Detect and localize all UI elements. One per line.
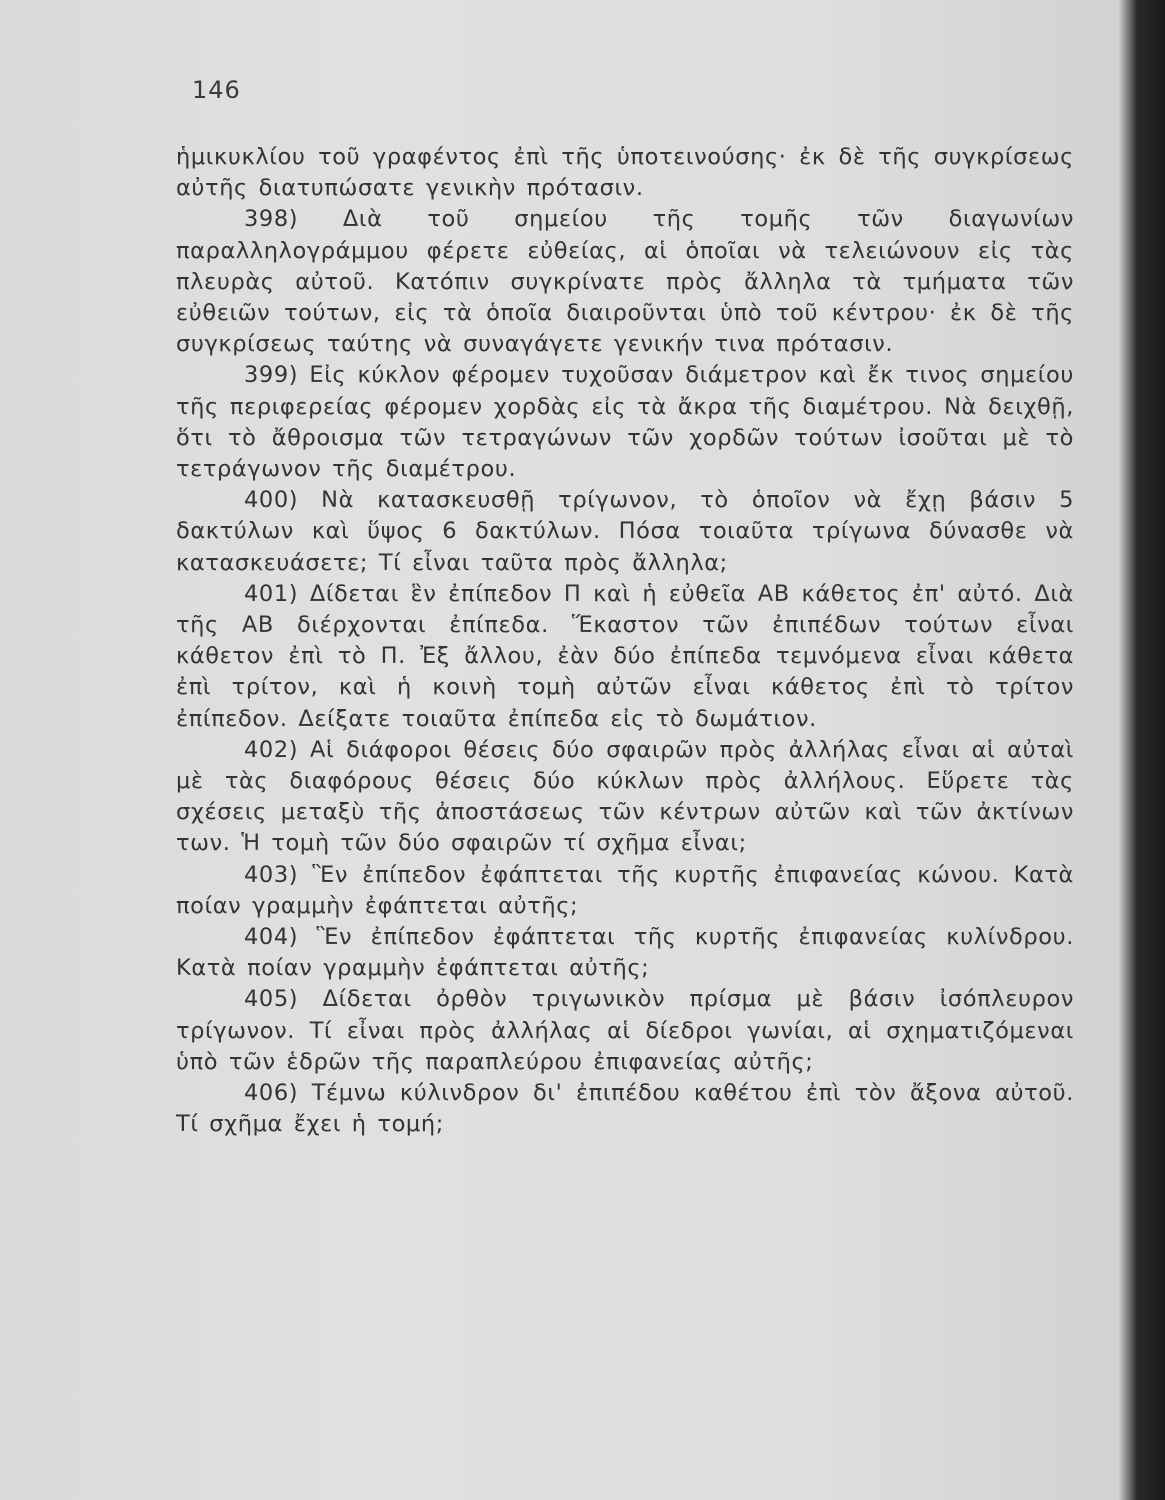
exercise-402: 402) Αἱ διάφοροι θέσεις δύο σφαιρῶν πρὸς ἀλλήλας εἶναι αἱ αὐταὶ μὲ τὰς διαφόρους θέσεις δύο κύκλων πρὸς ἀλλήλους. Εὕρετε τὰς σχέσεις μεταξὺ τῆς ἀποστάσεως τῶν κέντρων αὐτῶν καὶ τῶν ἀκτίνων των. Ἡ τομὴ τῶν δύο σφαιρῶν τί σχῆμα εἶναι; (176, 736, 1074, 857)
exercise-405: 405) Δίδεται ὀρθὸν τριγωνικὸν πρίσμα μὲ βάσιν ἰσόπλευρον τρίγωνον. Τί εἶναι πρὸς ἀλλήλας αἱ δίεδροι γωνίαι, αἱ σχηματιζόμεναι ὑπὸ τῶν ἑδρῶν τῆς παραπλεύρου ἐπιφανείας αὐτῆς; (176, 986, 1074, 1075)
exercise-406: 406) Τέμνω κύλινδρον δι' ἐπιπέδου καθέτου ἐπὶ τὸν ἄξονα αὐτοῦ. Τί σχῆμα ἔχει ἡ τομή; (176, 1080, 1074, 1138)
paragraph-continuation: ἡμικυκλίου τοῦ γραφέντος ἐπὶ τῆς ὑποτεινούσης· ἐκ δὲ τῆς συγκρίσεως αὐτῆς διατυπώσατε γενικὴν πρότασιν. (176, 144, 1074, 202)
exercise-398: 398) Διὰ τοῦ σημείου τῆς τομῆς τῶν διαγωνίων παραλληλογράμμου φέρετε εὐθείας, αἱ ὁποῖαι νὰ τελειώνουν εἰς τὰς πλευρὰς αὐτοῦ. Κατόπιν συγκρίνατε πρὸς ἄλληλα τὰ τμήματα τῶν εὐθειῶν τούτων, εἰς τὰ ὁποῖα διαιροῦνται ὑπὸ τοῦ κέντρου· ἐκ δὲ τῆς συγκρίσεως ταύτης νὰ συναγάγετε γενικήν τινα πρότασιν. (176, 206, 1074, 358)
exercise-403: 403) Ἓν ἐπίπεδον ἐφάπτεται τῆς κυρτῆς ἐπιφανείας κώνου. Κατὰ ποίαν γραμμὴν ἐφάπτεται αὐτῆς; (176, 861, 1074, 919)
exercise-399: 399) Εἰς κύκλον φέρομεν τυχοῦσαν διάμετρον καὶ ἔκ τινος σημείου τῆς περιφερείας φέρομεν χορδὰς εἰς τὰ ἄκρα τῆς διαμέτρου. Νὰ δειχθῇ, ὅτι τὸ ἄθροισμα τῶν τετραγώνων τῶν χορδῶν τούτων ἰσοῦται μὲ τὸ τετράγωνον τῆς διαμέτρου. (176, 362, 1074, 483)
exercise-401: 401) Δίδεται ἓν ἐπίπεδον Π καὶ ἡ εὐθεῖα ΑΒ κάθετος ἐπ' αὐτό. Διὰ τῆς ΑΒ διέρχονται ἐπίπεδα. Ἕκαστον τῶν ἐπιπέδων τούτων εἶναι κάθετον ἐπὶ τὸ Π. Ἐξ ἄλλου, ἐὰν δύο ἐπίπεδα τεμνόμενα εἶναι κάθετα ἐπὶ τρίτον, καὶ ἡ κοινὴ τομὴ αὐτῶν εἶναι κάθετος ἐπὶ τὸ τρίτον ἐπίπεδον. Δείξατε τοιαῦτα ἐπίπεδα εἰς τὸ δωμάτιον. (176, 580, 1074, 732)
page-text (176, 142, 1074, 1141)
page-number: 146 (192, 76, 241, 104)
exercise-404: 404) Ἓν ἐπίπεδον ἐφάπτεται τῆς κυρτῆς ἐπιφανείας κυλίνδρου. Κατὰ ποίαν γραμμὴν ἐφάπτεται αὐτῆς; (176, 924, 1074, 982)
exercise-400: 400) Νὰ κατασκευσθῇ τρίγωνον, τὸ ὁποῖον νὰ ἔχῃ βάσιν 5 δακτύλων καὶ ὕψος 6 δακτύλων. Πόσα τοιαῦτα τρίγωνα δύνασθε νὰ κατασκευάσετε; Τί εἶναι ταῦτα πρὸς ἄλληλα; (176, 487, 1074, 576)
